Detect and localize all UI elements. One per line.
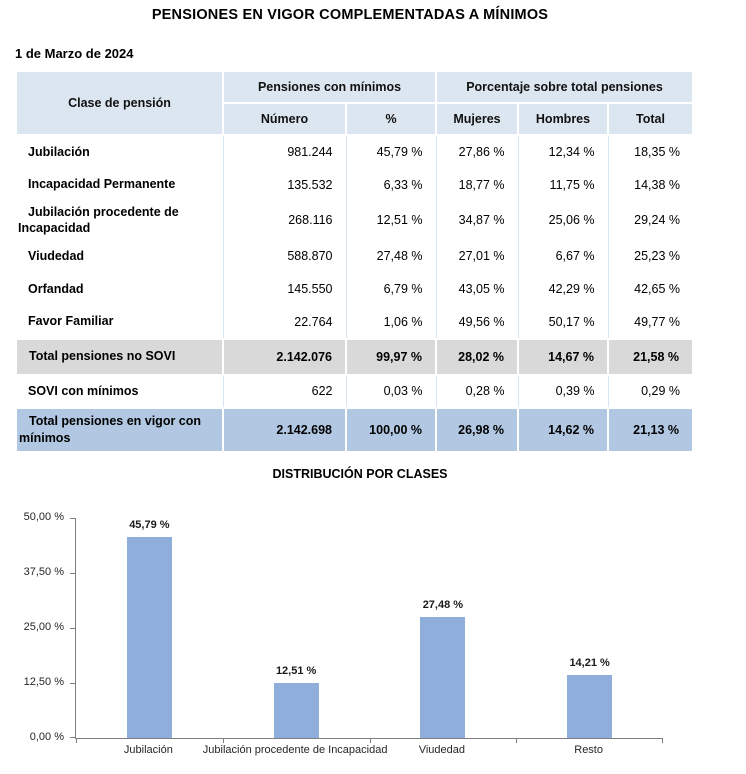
row-value: 0,39 % (518, 375, 608, 408)
row-value: 135.532 (223, 168, 346, 201)
y-axis-tick-label: 25,00 % (23, 621, 64, 633)
y-axis-tick-label: 37,50 % (23, 566, 64, 578)
table-row (16, 273, 693, 306)
y-axis-tick-mark (70, 737, 76, 738)
pension-table-header (16, 71, 693, 135)
row-label: Favor Familiar (16, 306, 223, 339)
row-value: 26,98 % (436, 408, 518, 452)
header-hombres: Hombres (518, 103, 608, 135)
y-axis-tick-mark (70, 683, 76, 684)
chart-x-axis (75, 744, 662, 762)
table-row (16, 135, 693, 168)
bar-value-label: 45,79 % (129, 518, 170, 531)
date-label: 1 de Marzo de 2024 (15, 46, 134, 61)
table-row (16, 201, 693, 240)
row-value: 2.142.698 (223, 408, 346, 452)
row-label: Jubilación procedente de Incapacidad (16, 201, 223, 240)
y-axis-tick-label: 12,50 % (23, 676, 64, 688)
row-value: 49,56 % (436, 306, 518, 339)
chart-bar (420, 617, 465, 738)
header-total: Total (608, 103, 693, 135)
y-axis-tick-label: 0,00 % (29, 731, 64, 743)
row-value: 588.870 (223, 240, 346, 273)
row-value: 6,33 % (346, 168, 436, 201)
x-axis-tick-mark (516, 739, 517, 743)
bar-value-label: 14,21 % (569, 657, 610, 670)
row-value: 14,62 % (518, 408, 608, 452)
chart-y-axis (0, 511, 66, 743)
row-label: Total pensiones no SOVI (16, 339, 223, 375)
chart-bar (274, 683, 319, 738)
x-axis-tick-mark (370, 739, 371, 743)
row-value: 18,35 % (608, 135, 693, 168)
table-row (16, 306, 693, 339)
row-value: 42,29 % (518, 273, 608, 306)
row-value: 12,51 % (346, 201, 436, 240)
row-value: 42,65 % (608, 273, 693, 306)
row-value: 25,23 % (608, 240, 693, 273)
table-row (16, 375, 693, 408)
y-axis-tick-mark (70, 518, 76, 519)
x-axis-tick-mark (223, 739, 224, 743)
row-value: 6,79 % (346, 273, 436, 306)
row-value: 50,17 % (518, 306, 608, 339)
row-value: 2.142.076 (223, 339, 346, 375)
row-value: 22.764 (223, 306, 346, 339)
row-value: 18,77 % (436, 168, 518, 201)
x-axis-category-label: Jubilación (123, 744, 173, 756)
row-value: 27,48 % (346, 240, 436, 273)
row-value: 29,24 % (608, 201, 693, 240)
row-value: 27,86 % (436, 135, 518, 168)
row-value: 14,38 % (608, 168, 693, 201)
row-value: 28,02 % (436, 339, 518, 375)
chart-bar (567, 675, 612, 738)
row-value: 0,29 % (608, 375, 693, 408)
header-mujeres: Mujeres (436, 103, 518, 135)
x-axis-category-label: Jubilación procedente de Incapacidad (202, 744, 388, 756)
row-value: 21,13 % (608, 408, 693, 452)
table-row (16, 408, 693, 452)
bar-value-label: 12,51 % (275, 664, 317, 677)
header-numero: Número (223, 103, 346, 135)
header-group-pensiones-con-minimos: Pensiones con mínimos (223, 71, 436, 103)
row-label: Total pensiones en vigor con mínimos (16, 408, 223, 452)
pension-table-body (16, 135, 693, 452)
row-value: 27,01 % (436, 240, 518, 273)
row-value: 14,67 % (518, 339, 608, 375)
row-value: 99,97 % (346, 339, 436, 375)
header-clase-de-pension: Clase de pensión (16, 71, 223, 135)
row-value: 622 (223, 375, 346, 408)
row-value: 100,00 % (346, 408, 436, 452)
table-row (16, 168, 693, 201)
row-label: Jubilación (16, 135, 223, 168)
y-axis-tick-mark (70, 628, 76, 629)
y-axis-tick-mark (70, 573, 76, 574)
row-value: 49,77 % (608, 306, 693, 339)
header-pct: % (346, 103, 436, 135)
chart-title: DISTRIBUCIÓN POR CLASES (272, 467, 448, 481)
bar-value-label: 27,48 % (422, 599, 464, 612)
x-axis-tick-mark (76, 739, 77, 743)
row-value: 0,28 % (436, 375, 518, 408)
row-value: 1,06 % (346, 306, 436, 339)
row-value: 981.244 (223, 135, 346, 168)
row-value: 43,05 % (436, 273, 518, 306)
row-value: 34,87 % (436, 201, 518, 240)
header-group-porcentaje-total: Porcentaje sobre total pensiones (436, 71, 693, 103)
chart-bar (127, 537, 172, 738)
row-label: SOVI con mínimos (16, 375, 223, 408)
row-value: 11,75 % (518, 168, 608, 201)
page-title: PENSIONES EN VIGOR COMPLEMENTADAS A MÍNIMOS (151, 7, 549, 23)
table-row (16, 240, 693, 273)
row-label: Orfandad (16, 273, 223, 306)
x-axis-category-label: Viudedad (418, 744, 466, 756)
chart-plot-area (75, 518, 663, 739)
row-value: 0,03 % (346, 375, 436, 408)
table-row (16, 339, 693, 375)
row-label: Viudedad (16, 240, 223, 273)
pension-table (15, 70, 694, 453)
row-value: 268.116 (223, 201, 346, 240)
row-value: 21,58 % (608, 339, 693, 375)
x-axis-category-label: Resto (574, 744, 603, 756)
row-value: 6,67 % (518, 240, 608, 273)
row-value: 145.550 (223, 273, 346, 306)
y-axis-tick-label: 50,00 % (23, 511, 64, 523)
x-axis-tick-mark (662, 739, 663, 743)
row-value: 45,79 % (346, 135, 436, 168)
row-value: 12,34 % (518, 135, 608, 168)
row-value: 25,06 % (518, 201, 608, 240)
row-label: Incapacidad Permanente (16, 168, 223, 201)
